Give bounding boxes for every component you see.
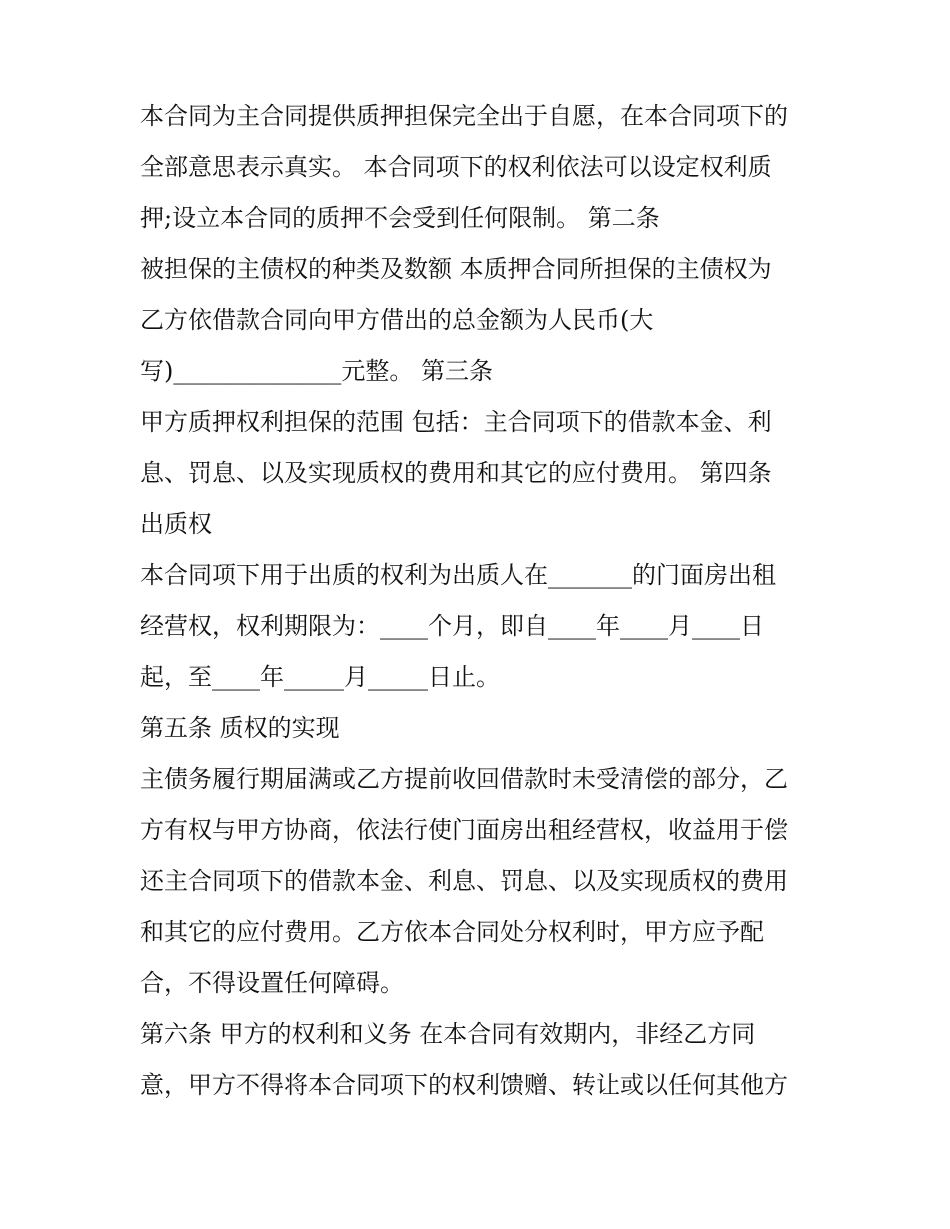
text-line: 意，甲方不得将本合同项下的权利馈赠、转让或以任何其他方: [140, 1071, 788, 1099]
text-line: 还主合同项下的借款本金、利息、罚息、以及实现质权的费用: [140, 867, 788, 895]
text-line: 本合同项下用于出质的权利为出质人在_______的门面房出租: [140, 561, 776, 589]
text-line: 合，不得设置任何障碍。: [140, 969, 404, 997]
text-line: 全部意思表示真实。 本合同项下的权利依法可以设定权利质: [140, 153, 772, 181]
text-line: 出质权: [140, 510, 212, 538]
text-line: 起，至____年_____月_____日止。: [140, 663, 500, 691]
section-heading: 第五条 质权的实现: [140, 714, 340, 742]
text-line: 写)______________元整。 第三条: [140, 357, 493, 385]
text-line: 和其它的应付费用。乙方依本合同处分权利时，甲方应予配: [140, 918, 764, 946]
text-line: 第六条 甲方的权利和义务 在本合同有效期内，非经乙方同: [140, 1020, 756, 1048]
text-line: 方有权与甲方协商，依法行使门面房出租经营权，收益用于偿: [140, 816, 788, 844]
text-line: 甲方质押权利担保的范围 包括：主合同项下的借款本金、利: [140, 408, 772, 436]
text-line: 经营权，权利期限为：____个月，即自____年____月____日: [140, 612, 764, 640]
text-line: 息、罚息、以及实现质权的费用和其它的应付费用。 第四条: [140, 459, 772, 487]
text-line: 被担保的主债权的种类及数额 本质押合同所担保的主债权为: [140, 255, 772, 283]
text-line: 乙方依借款合同向甲方借出的总金额为人民币(大: [140, 306, 654, 334]
text-line: 押;设立本合同的质押不会受到任何限制。 第二条: [140, 204, 660, 232]
contract-text: [140, 104, 820, 1097]
text-line: 本合同为主合同提供质押担保完全出于自愿，在本合同项下的: [140, 102, 788, 130]
text-line: 主债务履行期届满或乙方提前收回借款时未受清偿的部分，乙: [140, 765, 788, 793]
